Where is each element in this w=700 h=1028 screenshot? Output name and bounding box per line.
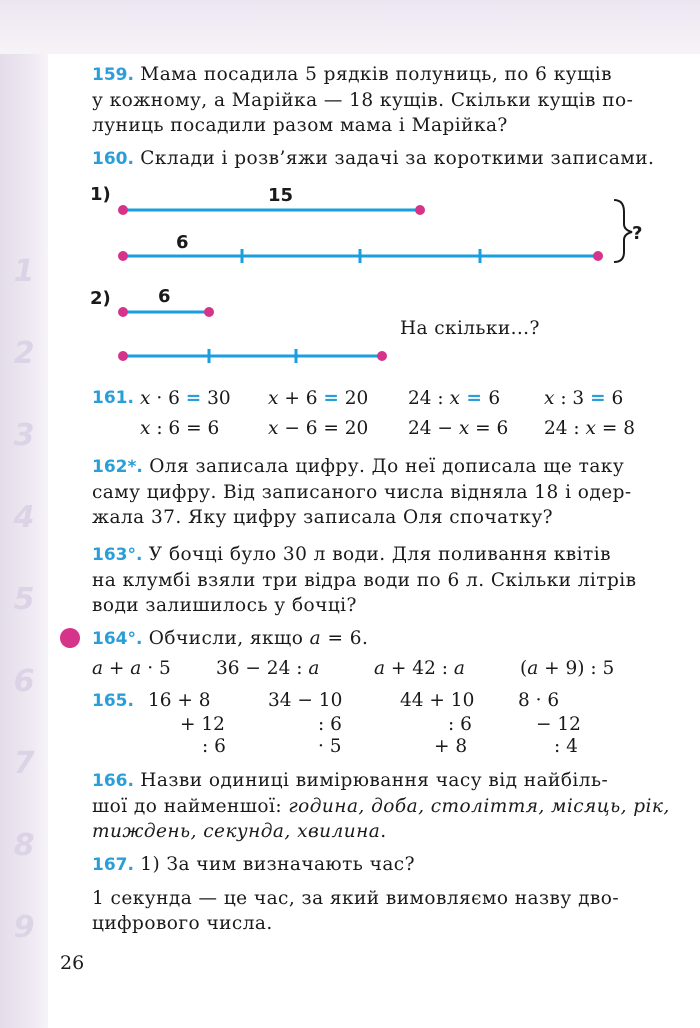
segment-endpoint [415, 205, 425, 215]
segment-endpoint [118, 307, 128, 317]
side-number: 9 [13, 910, 35, 945]
chain-start: 8 · 6 [518, 690, 560, 711]
chain-step: : 6 [202, 736, 226, 757]
exercise-165 [92, 690, 652, 762]
exercise-number: 159. [92, 65, 134, 85]
exercise-number: 165. [92, 691, 134, 711]
diagram-1-bottom-value: 6 [176, 232, 189, 253]
exercise-number: 161. [92, 388, 134, 408]
exercise-number: 160. [92, 149, 134, 169]
segment-endpoint [118, 351, 128, 361]
expression: a + 42 : a [374, 658, 465, 679]
page-number: 26 [60, 952, 85, 974]
exercise-number: 166. [92, 771, 134, 791]
brace-icon [614, 200, 632, 262]
chain-start: 34 − 10 [268, 690, 343, 711]
equation: x − 6 = 20 [268, 418, 369, 439]
chain-step: + 12 [180, 714, 225, 735]
expressions-164 [92, 656, 652, 682]
equation: x : 3 = 6 [544, 388, 624, 409]
segment-endpoint [118, 205, 128, 215]
side-number: 1 [13, 254, 35, 289]
side-number: 8 [13, 828, 35, 863]
side-number: 4 [13, 500, 35, 535]
equation: x · 6 = 30 [140, 388, 231, 409]
exercise-160: 160. Склади і розв’яжи задачі за короткими записами. [92, 148, 655, 169]
chain-step: − 12 [536, 714, 581, 735]
exercise-163: 163°. У бочці було 30 л води. Для поливання квітів на клумбі взяли три відра води по 6 л. Скільки літрів води залишилось у бочці? [92, 544, 637, 616]
side-number: 2 [13, 336, 35, 371]
chain-step: + 8 [434, 736, 468, 757]
exercise-159: 159. Мама посадила 5 рядків полуниць, по 6 кущів у кожному, а Марійка — 18 кущів. Скільки кущів по- луниць посадили разом мама і Марійка? [92, 64, 634, 136]
equation: 24 − x = 6 [408, 418, 509, 439]
equation: x + 6 = 20 [268, 388, 369, 409]
diagram-2-top-value: 6 [158, 286, 171, 307]
chain-start: 44 + 10 [400, 690, 475, 711]
marker-dot-icon [60, 628, 80, 648]
side-number: 7 [13, 746, 35, 781]
segment-endpoint [118, 251, 128, 261]
side-number: 3 [13, 418, 35, 453]
diagram-1-label: 1) [90, 184, 111, 205]
segment-endpoint [593, 251, 603, 261]
chain-step: : 6 [318, 714, 342, 735]
diagram-1-top-value: 15 [268, 185, 294, 206]
exercise-162: 162*. Оля записала цифру. До неї дописала ще таку саму цифру. Від записаного числа відняла 18 і одер- жала 37. Яку цифру записала Оля спочатку? [92, 456, 632, 528]
chain-step: : 6 [448, 714, 472, 735]
expression: 36 − 24 : a [216, 658, 320, 679]
exercise-161 [92, 386, 652, 446]
diagram-2-label: 2) [90, 288, 111, 309]
side-number: 6 [13, 664, 35, 699]
exercise-167: 167. 1) За чим визначають час? [92, 854, 415, 875]
side-number: 5 [13, 582, 35, 617]
expression: (a + 9) : 5 [520, 658, 615, 679]
diagram-2-question: На скільки...? [400, 318, 540, 339]
segment-diagrams [0, 0, 700, 380]
chain-step: : 4 [554, 736, 578, 757]
exercise-164: 164°. Обчисли, якщо a = 6. [92, 628, 369, 649]
exercise-167-text: 1 секунда — це час, за який вимовляємо назву дво- цифрового числа. [92, 888, 620, 934]
segment-endpoint [377, 351, 387, 361]
exercise-number: 164°. [92, 629, 143, 649]
equation: 24 : x = 8 [544, 418, 636, 439]
exercise-number: 163°. [92, 545, 143, 565]
segment-endpoint [204, 307, 214, 317]
equation: x : 6 = 6 [140, 418, 220, 439]
chain-step: · 5 [318, 736, 342, 757]
diagram-1-question: ? [632, 223, 643, 244]
equation: 24 : x = 6 [408, 388, 501, 409]
expression: a + a · 5 [92, 658, 171, 679]
exercise-166: 166. Назви одиниці вимірювання часу від найбіль- шої до найменшої: година, доба, століття, місяць, рік, тиждень, секунда, хвилина. [92, 770, 670, 842]
chain-start: 16 + 8 [148, 690, 211, 711]
exercise-number: 162*. [92, 457, 143, 477]
exercise-number: 167. [92, 855, 134, 875]
